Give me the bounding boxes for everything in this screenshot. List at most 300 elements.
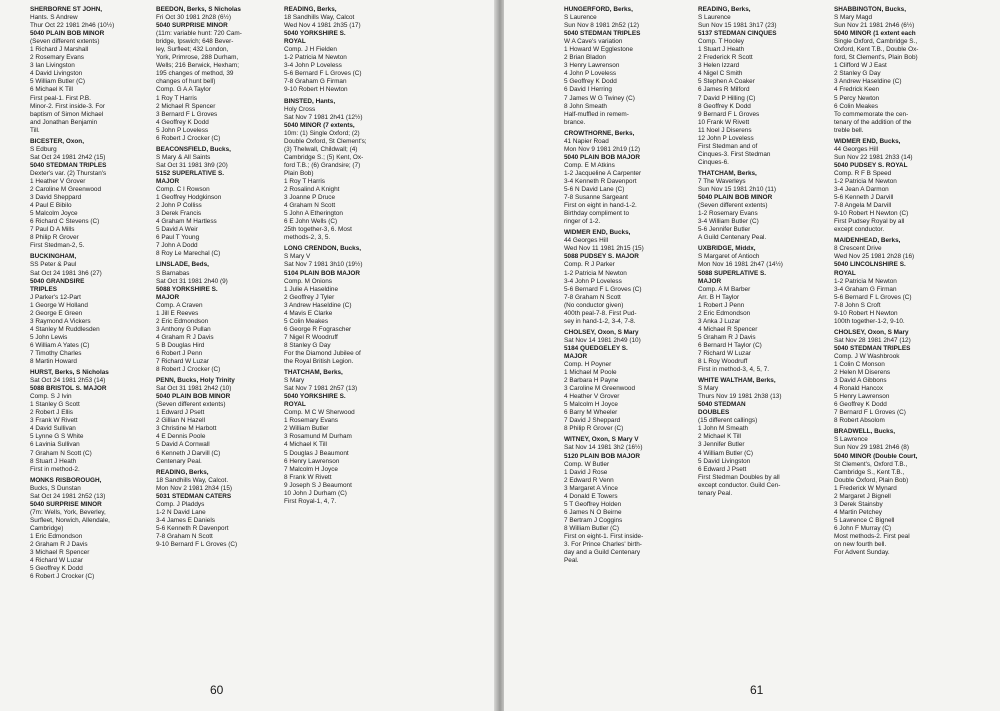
entry-line: Comp. A M Barber (698, 285, 751, 293)
entry-line: For the Diamond Jubilee of (284, 349, 361, 357)
entry-line: 5040 MINOR (7 extents, (284, 121, 355, 129)
entry-line: 5137 STEDMAN CINQUES (698, 30, 777, 38)
entry-line: Till. (30, 126, 40, 134)
entry-line: except conductor. (834, 226, 885, 234)
entry-line: 6 George R Fograscher (284, 325, 352, 333)
entry-line: baptism of Simon Michael (30, 110, 104, 118)
entry-line: Minor-2. First inside-3. For (30, 102, 105, 110)
entry-line: 6 Edward J Psett (698, 465, 747, 473)
entry-line: St Clement's, Oxford T.B., (834, 460, 908, 468)
entry-line: 44 Georges Hill (834, 145, 879, 153)
entry-line: Comp. C I Rowson (156, 186, 210, 194)
entry-line: 6 Barry M Wheeler (564, 409, 618, 417)
entry-line: (3) Thelwall, Childwall; (4) (284, 145, 358, 153)
entry-line: 5 Colin Meakes (284, 317, 329, 325)
entry-line: 11 Noel J Diserens (698, 126, 752, 134)
entry-line: 1 Colin C Monson (834, 361, 885, 369)
entry-line: 2 Gillian N Hazell (156, 417, 206, 425)
entry-line: 4 Fredrick Keen (834, 86, 880, 94)
peal-entry (156, 261, 274, 374)
entry-line: 100th together-1-2, 9-10. (834, 317, 905, 325)
entry-line: First Pudsey Royal by all (834, 218, 905, 226)
entry-line: 7 Bertram J Coggins (564, 516, 623, 524)
entry-line: 5-6 Bernard F L Groves (C) (284, 70, 362, 78)
entry-line: 9 Bernard F L Groves (698, 110, 760, 118)
entry-line: Dexter's var. (2) Thurstan's (30, 169, 107, 177)
entry-line: 5040 LINCOLNSHIRE S. (834, 261, 906, 269)
entry-line: 7 David J Sheppard (564, 417, 621, 425)
entry-line: 4 Stanley M Ruddlesden (30, 325, 100, 333)
entry-line: Sun Nov 29 1981 2h46 (8) (834, 444, 909, 452)
entry-line: 3 Henry Lawrenson (564, 62, 620, 70)
column (564, 6, 682, 568)
entry-line: S Barnabas (156, 269, 190, 277)
column (698, 6, 816, 501)
peal-entry (834, 329, 952, 426)
entry-line: 12 John P Loveless (698, 134, 754, 142)
entry-heading: SHERBORNE ST JOHN, (30, 6, 103, 13)
peal-entry (564, 130, 682, 227)
entry-line: Comp. W Butler (564, 460, 610, 468)
entry-heading: READING, Berks, (284, 6, 337, 13)
entry-line: 4 Graham N Scott (284, 202, 336, 210)
entry-line: 7 John A Dodd (156, 242, 198, 250)
entry-heading: MAIDENHEAD, Berks, (834, 237, 901, 245)
entry-heading: WIDMER END, Bucks, (834, 137, 901, 145)
entry-line: 1 Jill E Reeves (156, 309, 199, 317)
entry-line: 3-4 Kenneth R Davenport (564, 177, 637, 185)
entry-line: Sat Nov 14 1981 3h2 (16½) (564, 444, 643, 452)
peal-entry (564, 436, 682, 565)
entry-line: 8 Robert J Crocker (C) (156, 366, 221, 374)
entry-line: 1 Roy T Harris (156, 94, 197, 102)
entry-line: 5-6 Bernard F L Groves (C) (834, 293, 912, 301)
left-page (0, 0, 496, 711)
entry-line: 7 Bernard F L Groves (C) (834, 409, 906, 417)
entry-line: 6 Michael K Till (30, 86, 73, 94)
entry-line: 1-2 Patricia M Newton (564, 269, 627, 277)
entry-line: 5184 QUEDGELEY S. (564, 344, 628, 352)
entry-line: Centenary Peal. (156, 457, 202, 465)
entry-line: 5 John P Loveless (156, 126, 209, 134)
entry-heading: BINSTED, Hants, (284, 97, 336, 105)
entry-line: 2 Frederick R Scott (698, 54, 753, 62)
entry-heading: BICESTER, Oxon, (30, 137, 84, 145)
entry-line: 4 Geoffrey K Dodd (156, 118, 209, 126)
entry-line: Comp. J W Washbrook (834, 352, 900, 360)
entry-line: Sun Nov 15 1981 3h17 (23) (698, 22, 777, 30)
entry-heading: BEACONSFIELD, Bucks, (156, 145, 231, 153)
entry-line: (15 different callings) (698, 417, 758, 425)
entry-line: 5 William Butler (C) (30, 78, 86, 86)
entry-line: changes of hunt bell) (156, 78, 216, 86)
entry-line: 5 Geoffrey K Dodd (30, 565, 83, 573)
entry-line: 1 Roy T Harris (284, 177, 325, 185)
entry-line: S Mary & All Saints (156, 153, 211, 161)
entry-line: 400th peal-7-8. First Pud- (564, 309, 637, 317)
entry-line: 3 Frank W Rivett (30, 417, 78, 425)
entry-line: 5040 PLAIN BOB MAJOR (564, 153, 640, 161)
entry-line: 4 Nigel C Smith (698, 70, 743, 78)
entry-line: S Mary (698, 385, 719, 393)
entry-line: 1 Stuart J Heath (698, 46, 745, 54)
entry-heading: MONKS RISBOROUGH, (30, 476, 102, 484)
entry-line: Mon Nov 9 1981 2h19 (12) (564, 145, 641, 153)
entry-line: 2 Graham R J Davis (30, 541, 88, 549)
entry-line: 7 David P Hilling (C) (698, 94, 756, 102)
entry-line: 9-10 Robert H Newton (834, 309, 898, 317)
entry-line: 5-6 Bernard F L Groves (C) (564, 285, 642, 293)
entry-line: A Guild Centenary Peal. (698, 234, 767, 242)
entry-line: 5 B Douglas Hird (156, 341, 205, 349)
entry-line: Sat Oct 24 1981 3h6 (27) (30, 269, 102, 277)
entry-line: 6 James R Milford (698, 86, 750, 94)
entry-line: Sat Nov 14 1981 2h49 (10) (564, 336, 641, 344)
entry-line: 2 Geoffrey J Tyler (284, 293, 335, 301)
entry-line: Double Oxford, St Clement's; (284, 137, 367, 145)
entry-heading: LINSLADE, Beds, (156, 261, 209, 269)
entry-line: (Seven different extents) (698, 202, 768, 210)
entry-heading: READING, Berks, (156, 468, 209, 476)
entry-line: 5104 PLAIN BOB MAJOR (284, 269, 360, 277)
entry-line: 4 David Sullivan (30, 425, 76, 433)
entry-line: S Mary Magd (834, 14, 873, 22)
entry-line: Sat Oct 24 1981 2h52 (13) (30, 492, 106, 500)
entry-line: 2 Barbara H Payne (564, 377, 619, 385)
peal-entry (284, 245, 402, 366)
entry-line: 1 Richard J Marshall (30, 46, 89, 54)
entry-heading: THATCHAM, Berks, (284, 369, 343, 377)
peal-entry (564, 229, 682, 326)
entry-line: Cinques-3. First Stedman (698, 150, 771, 158)
entry-line: ford T.B.; (6) Grandsire; (7) (284, 161, 361, 169)
entry-line: 2 Rosemary Evans (30, 54, 84, 62)
entry-line: S Mary V (284, 253, 311, 261)
entry-line: First Stedman and of (698, 142, 758, 150)
entry-line: 1 Edward J Psett (156, 409, 205, 417)
entry-line: W A Cave's variation (564, 38, 623, 46)
entry-line: Comp. G A A Taylor (156, 86, 211, 94)
entry-line: 8 Geoffrey K Dodd (698, 102, 751, 110)
entry-line: 5088 SUPERLATIVE S. (698, 269, 767, 277)
entry-line: MAJOR (564, 352, 588, 360)
peal-entry (30, 6, 148, 135)
entry-line: Half-muffled in remem- (564, 110, 629, 118)
entry-line: 5-6 Kenneth R Davenport (156, 524, 229, 532)
entry-line: 41 Napier Road (564, 137, 609, 145)
peal-entry (30, 253, 148, 366)
entry-line: Plain Bob) (284, 169, 314, 177)
entry-line: 1 Clifford W J East (834, 62, 887, 70)
entry-line: 1 Stanley G Scott (30, 401, 80, 409)
entry-line: 5 Lynne G S White (30, 433, 84, 441)
entry-line: 5088 BRISTOL S. MAJOR (30, 385, 107, 393)
peal-entry (156, 146, 274, 259)
peal-entry (698, 377, 816, 498)
entry-line: S Laurence (698, 14, 731, 22)
entry-line: York, Primrose, 288 Durham, (156, 54, 239, 62)
entry-line: 8 Roy Le Marechal (C) (156, 250, 221, 258)
entry-line: 7 Graham N Scott (C) (30, 449, 92, 457)
entry-line: 3-4 John P Loveless (564, 277, 622, 285)
entry-line: except conductor. Guild Cen- (698, 481, 781, 489)
column (156, 6, 274, 552)
entry-line: 1 George W Holland (30, 301, 88, 309)
entry-line: 2 Stanley G Day (834, 70, 881, 78)
page-number: 60 (210, 683, 224, 697)
entry-line: 5040 STEDMAN TRIPLES (834, 344, 911, 352)
entry-line: 8 Crescent Drive (834, 245, 882, 253)
entry-line: Comp. R F B Speed (834, 169, 892, 177)
entry-line: S Margaret of Antioch (698, 253, 760, 261)
entry-line: 8 Martin Howard (30, 358, 77, 366)
entry-line: Sat Oct 31 1981 3h9 (20) (156, 161, 228, 169)
entry-line: (Seven different extents) (156, 401, 226, 409)
entry-line: 5-6 N David Lane (C) (564, 186, 625, 194)
entry-line: ringer of 1-2. (564, 218, 601, 226)
entry-line: 8 Frank W Rivett (284, 473, 332, 481)
entry-line: (7m: Wells, York, Beverley, (30, 508, 106, 516)
entry-line: Comp. A Craven (156, 301, 203, 309)
entry-line: 5 Lawrence C Bignell (834, 516, 895, 524)
entry-line: 4 Ronald Hancox (834, 385, 884, 393)
entry-line: First on eight-1. First inside- (564, 533, 644, 540)
entry-line: 6 Geoffrey K Dodd (834, 401, 887, 409)
entry-line: To commemorate the cen- (834, 110, 909, 118)
entry-line: 5040 SURPRISE MINOR (30, 500, 102, 508)
entry-line: Holy Cross (284, 105, 316, 113)
entry-heading: THATCHAM, Berks, (698, 169, 757, 177)
entry-line: 4 Graham M Hartless (156, 218, 217, 226)
entry-line: and Jonathan Benjamin (30, 118, 98, 126)
peal-entry (156, 6, 274, 143)
entry-line: treble bell. (834, 126, 864, 134)
entry-line: 5120 PLAIN BOB MAJOR (564, 452, 640, 460)
entry-line: S Laurence (564, 14, 597, 22)
entry-line: Wed Nov 11 1981 2h15 (15) (564, 245, 644, 253)
entry-line: Sat Oct 24 1981 2h53 (14) (30, 377, 106, 385)
entry-line: 3 Jennifer Butler (698, 441, 745, 449)
entry-line: ROYAL (284, 401, 306, 409)
entry-line: 195 changes of method, 39 (156, 70, 234, 78)
entry-line: 2 Robert J Ellis (30, 409, 73, 417)
entry-line: 1 Julie A Haseldine (284, 285, 339, 293)
entry-line: Birthday compliment to (564, 210, 629, 218)
entry-line: 2 Rosalind A Knight (284, 186, 340, 194)
entry-line: 3 Anthony G Pullan (156, 325, 211, 333)
entry-line: 5 Douglas J Beaumont (284, 449, 349, 457)
entry-line: Wells; 216 Berwick, Hexham; (156, 62, 239, 70)
entry-line: bridge, Ipswich; 648 Bever- (156, 38, 234, 46)
entry-line: 10 Frank W Rivett (698, 118, 750, 126)
entry-heading: CHOLSEY, Oxon, S Mary (564, 328, 639, 336)
entry-heading: SHABBINGTON, Bucks, (834, 6, 906, 13)
entry-line: 3-4 Graham G Firman (834, 285, 897, 293)
entry-line: 3 Bernard F L Groves (156, 110, 218, 118)
entry-line: S Mary (284, 377, 305, 385)
entry-line: Comp. R J Parker (564, 261, 615, 269)
entry-line: MAJOR (156, 293, 180, 301)
entry-line: Double Oxford, Plain Bob) (834, 476, 909, 484)
entry-line: on new fourth bell. (834, 541, 887, 549)
entry-line: 5 T Geoffrey Holden (564, 500, 622, 508)
entry-line: TRIPLES (30, 285, 57, 293)
peal-entry (834, 138, 952, 235)
entry-line: 7-8 Susanne Sargeant (564, 194, 628, 202)
entry-line: 2 Michael K Till (698, 433, 741, 441)
entry-line: 3-4 William Butler (C) (698, 218, 759, 226)
entry-line: 8 Philip R Grover (C) (564, 425, 624, 433)
entry-line: 8 John Smeath (564, 102, 607, 110)
entry-line: Most methods-2. First peal (834, 533, 910, 540)
entry-line: 7 Richard W Luzar (156, 358, 209, 366)
entry-line: S Edburg (30, 145, 57, 153)
peal-entry (834, 6, 952, 135)
entry-line: 4 Michael K Till (284, 441, 327, 449)
page-number: 61 (750, 683, 764, 697)
entry-line: 7 Richard W Luzar (698, 349, 751, 357)
entry-line: 5-6 Kenneth J Darvill (834, 194, 894, 202)
entry-line: Cambridge S., Kent T.B., (834, 468, 905, 476)
entry-line: 3 Anka J Luzar (698, 317, 741, 325)
entry-line: 3 Andrew Haseldine (C) (834, 78, 902, 86)
entry-line: 1-2 Patricia M Newton (834, 177, 897, 185)
entry-line: 5040 MINOR (Double Court, (834, 452, 918, 460)
entry-line: the Royal British Legion. (284, 358, 354, 366)
entry-line: 7 Timothy Charles (30, 349, 82, 357)
peal-entry (156, 377, 274, 466)
entry-line: 5040 SURPRISE MINOR (156, 22, 228, 30)
entry-line: MAJOR (156, 177, 180, 185)
entry-line: 7-8 Graham N Scott (564, 293, 621, 301)
peal-entry (284, 98, 402, 243)
entry-line: 5 John Lewis (30, 333, 68, 341)
entry-line: ROYAL (284, 38, 306, 46)
entry-line: ROYAL (834, 269, 856, 277)
column (284, 6, 402, 509)
entry-line: 5040 YORKSHIRE S. (284, 30, 346, 38)
entry-line: 1-2 Patricia M Newton (284, 54, 347, 62)
entry-line: 2 Caroline M Greenwood (30, 186, 102, 194)
entry-line: 6 Henry Lawrenson (284, 457, 340, 465)
column (30, 6, 148, 584)
entry-heading: BEEDON, Berks, S Nicholas (156, 6, 241, 13)
column (834, 6, 952, 560)
entry-line: 3-4 James E Daniels (156, 516, 215, 524)
entry-line: 6 William A Yates (C) (30, 341, 90, 349)
entry-line: 9-10 Robert H Newton (284, 86, 348, 94)
entry-line: 2 Michael R Spencer (156, 102, 216, 110)
entry-line: 3 Raymond A Vickers (30, 317, 91, 325)
entry-line: 9 Joseph S J Beaumont (284, 481, 352, 489)
entry-line: For Advent Sunday. (834, 549, 890, 557)
entry-line: 4 Paul E Bibilo (30, 202, 72, 210)
entry-heading: CROWTHORNE, Berks, (564, 129, 635, 137)
entry-line: Sat Nov 7 1981 3h10 (19½) (284, 261, 363, 269)
entry-line: 5040 PLAIN BOB MINOR (698, 194, 773, 202)
entry-line: 5040 PLAIN BOB MINOR (156, 393, 231, 401)
entry-line: Sat Nov 28 1981 2h47 (12) (834, 336, 911, 344)
entry-heading: CHOLSEY, Oxon, S Mary (834, 328, 909, 336)
entry-line: 1-2 Jacqueline A Carpenter (564, 169, 642, 177)
entry-line: 4 E Dennis Poole (156, 433, 206, 441)
entry-line: ford, St Clement's, Plain Bob) (834, 54, 918, 62)
entry-line: First Stedman Doubles by all (698, 473, 780, 481)
entry-line: 3. For Prince Charles' birth- (564, 541, 642, 549)
entry-line: 1 Eric Edmondson (30, 533, 83, 540)
entry-line: Thurs Nov 19 1981 2h38 (13) (698, 393, 782, 401)
entry-line: 8 William Butler (C) (564, 524, 620, 532)
entry-line: 5040 GRANDSIRE (30, 277, 85, 285)
entry-line: 5152 SUPERLATIVE S. (156, 169, 225, 177)
entry-line: 5 Stephen A Coaker (698, 78, 755, 86)
entry-line: Sun Nov 15 1981 2h10 (11) (698, 186, 777, 194)
entry-line: Comp. J Pladdys (156, 500, 205, 508)
peal-entry (30, 138, 148, 251)
entry-line: 7 Nigel R Woodruff (284, 333, 338, 341)
entry-line: 6 Paul T Young (156, 234, 200, 242)
entry-line: Comp. H Poyner (564, 361, 612, 369)
entry-line: Thur Oct 22 1981 2h46 (10½) (30, 22, 115, 30)
entry-heading: UXBRIDGE, Middx, (698, 245, 756, 253)
entry-line: 3 Ian Livingston (30, 62, 75, 70)
entry-line: Comp. M Onions (284, 277, 332, 285)
entry-heading: WHITE WALTHAM, Berks, (698, 377, 776, 385)
entry-line: 2 Brian Bladon (564, 54, 606, 62)
entry-line: (Seven different extents) (30, 38, 100, 46)
peal-entry (30, 369, 148, 474)
entry-line: Sun Nov 21 1981 2h46 (6½) (834, 22, 915, 30)
entry-line: 4 Michael R Spencer (698, 325, 758, 333)
entry-line: 4 Heather V Grover (564, 393, 620, 401)
entry-line: 4 John P Loveless (564, 70, 617, 78)
peal-entry (564, 329, 682, 434)
entry-line: J Parker's 12-Part (30, 293, 81, 301)
entry-line: MAJOR (698, 277, 722, 285)
entry-line: First peal-1. First P.B. (30, 94, 91, 102)
entry-line: 4 Graham R J Davis (156, 333, 214, 341)
entry-line: First Stedman-2, 5. (30, 242, 85, 250)
entry-line: 5031 STEDMAN CATERS (156, 492, 232, 500)
peal-entry (156, 469, 274, 549)
entry-line: Arr. B H Taylor (698, 293, 740, 301)
entry-line: 25th together-3, 6. Most (284, 226, 352, 234)
entry-line: Mon Nov 16 1981 2h47 (14½) (698, 261, 783, 269)
entry-heading: READING, Berks, (698, 6, 751, 13)
peal-entry (698, 170, 816, 242)
entry-line: Peal. (564, 557, 579, 565)
entry-line: 4 David Livingston (30, 70, 83, 78)
entry-heading: WITNEY, Oxon, S Mary V (564, 436, 639, 444)
entry-line: Sun Nov 8 1981 2h52 (12) (564, 22, 639, 30)
entry-line: Sat Nov 7 1981 2h57 (13) (284, 385, 358, 393)
entry-line: 8 Robert Absolom (834, 417, 885, 425)
entry-line: 1 Howard W Egglestone (564, 46, 633, 54)
entry-line: 3 David A Gibbons (834, 377, 887, 385)
entry-line: 8 Stuart J Heath (30, 457, 77, 465)
entry-line: S Lawrence (834, 436, 868, 444)
entry-heading: BRADWELL, Bucks, (834, 428, 896, 436)
entry-line: 7-8 John S Croft (834, 301, 881, 309)
entry-line: 5 Graham R J Davis (698, 333, 756, 341)
entry-line: 6 Bernard H Taylor (C) (698, 341, 762, 349)
entry-line: 5 David A Weir (156, 226, 198, 234)
entry-line: 5 David Livingston (698, 457, 751, 465)
entry-line: 1 Heather V Grover (30, 177, 86, 185)
entry-line: Bucks, S Dunstan (30, 484, 81, 492)
entry-line: First in method-2. (30, 465, 80, 473)
entry-line: 7 Malcolm H Joyce (284, 465, 338, 473)
